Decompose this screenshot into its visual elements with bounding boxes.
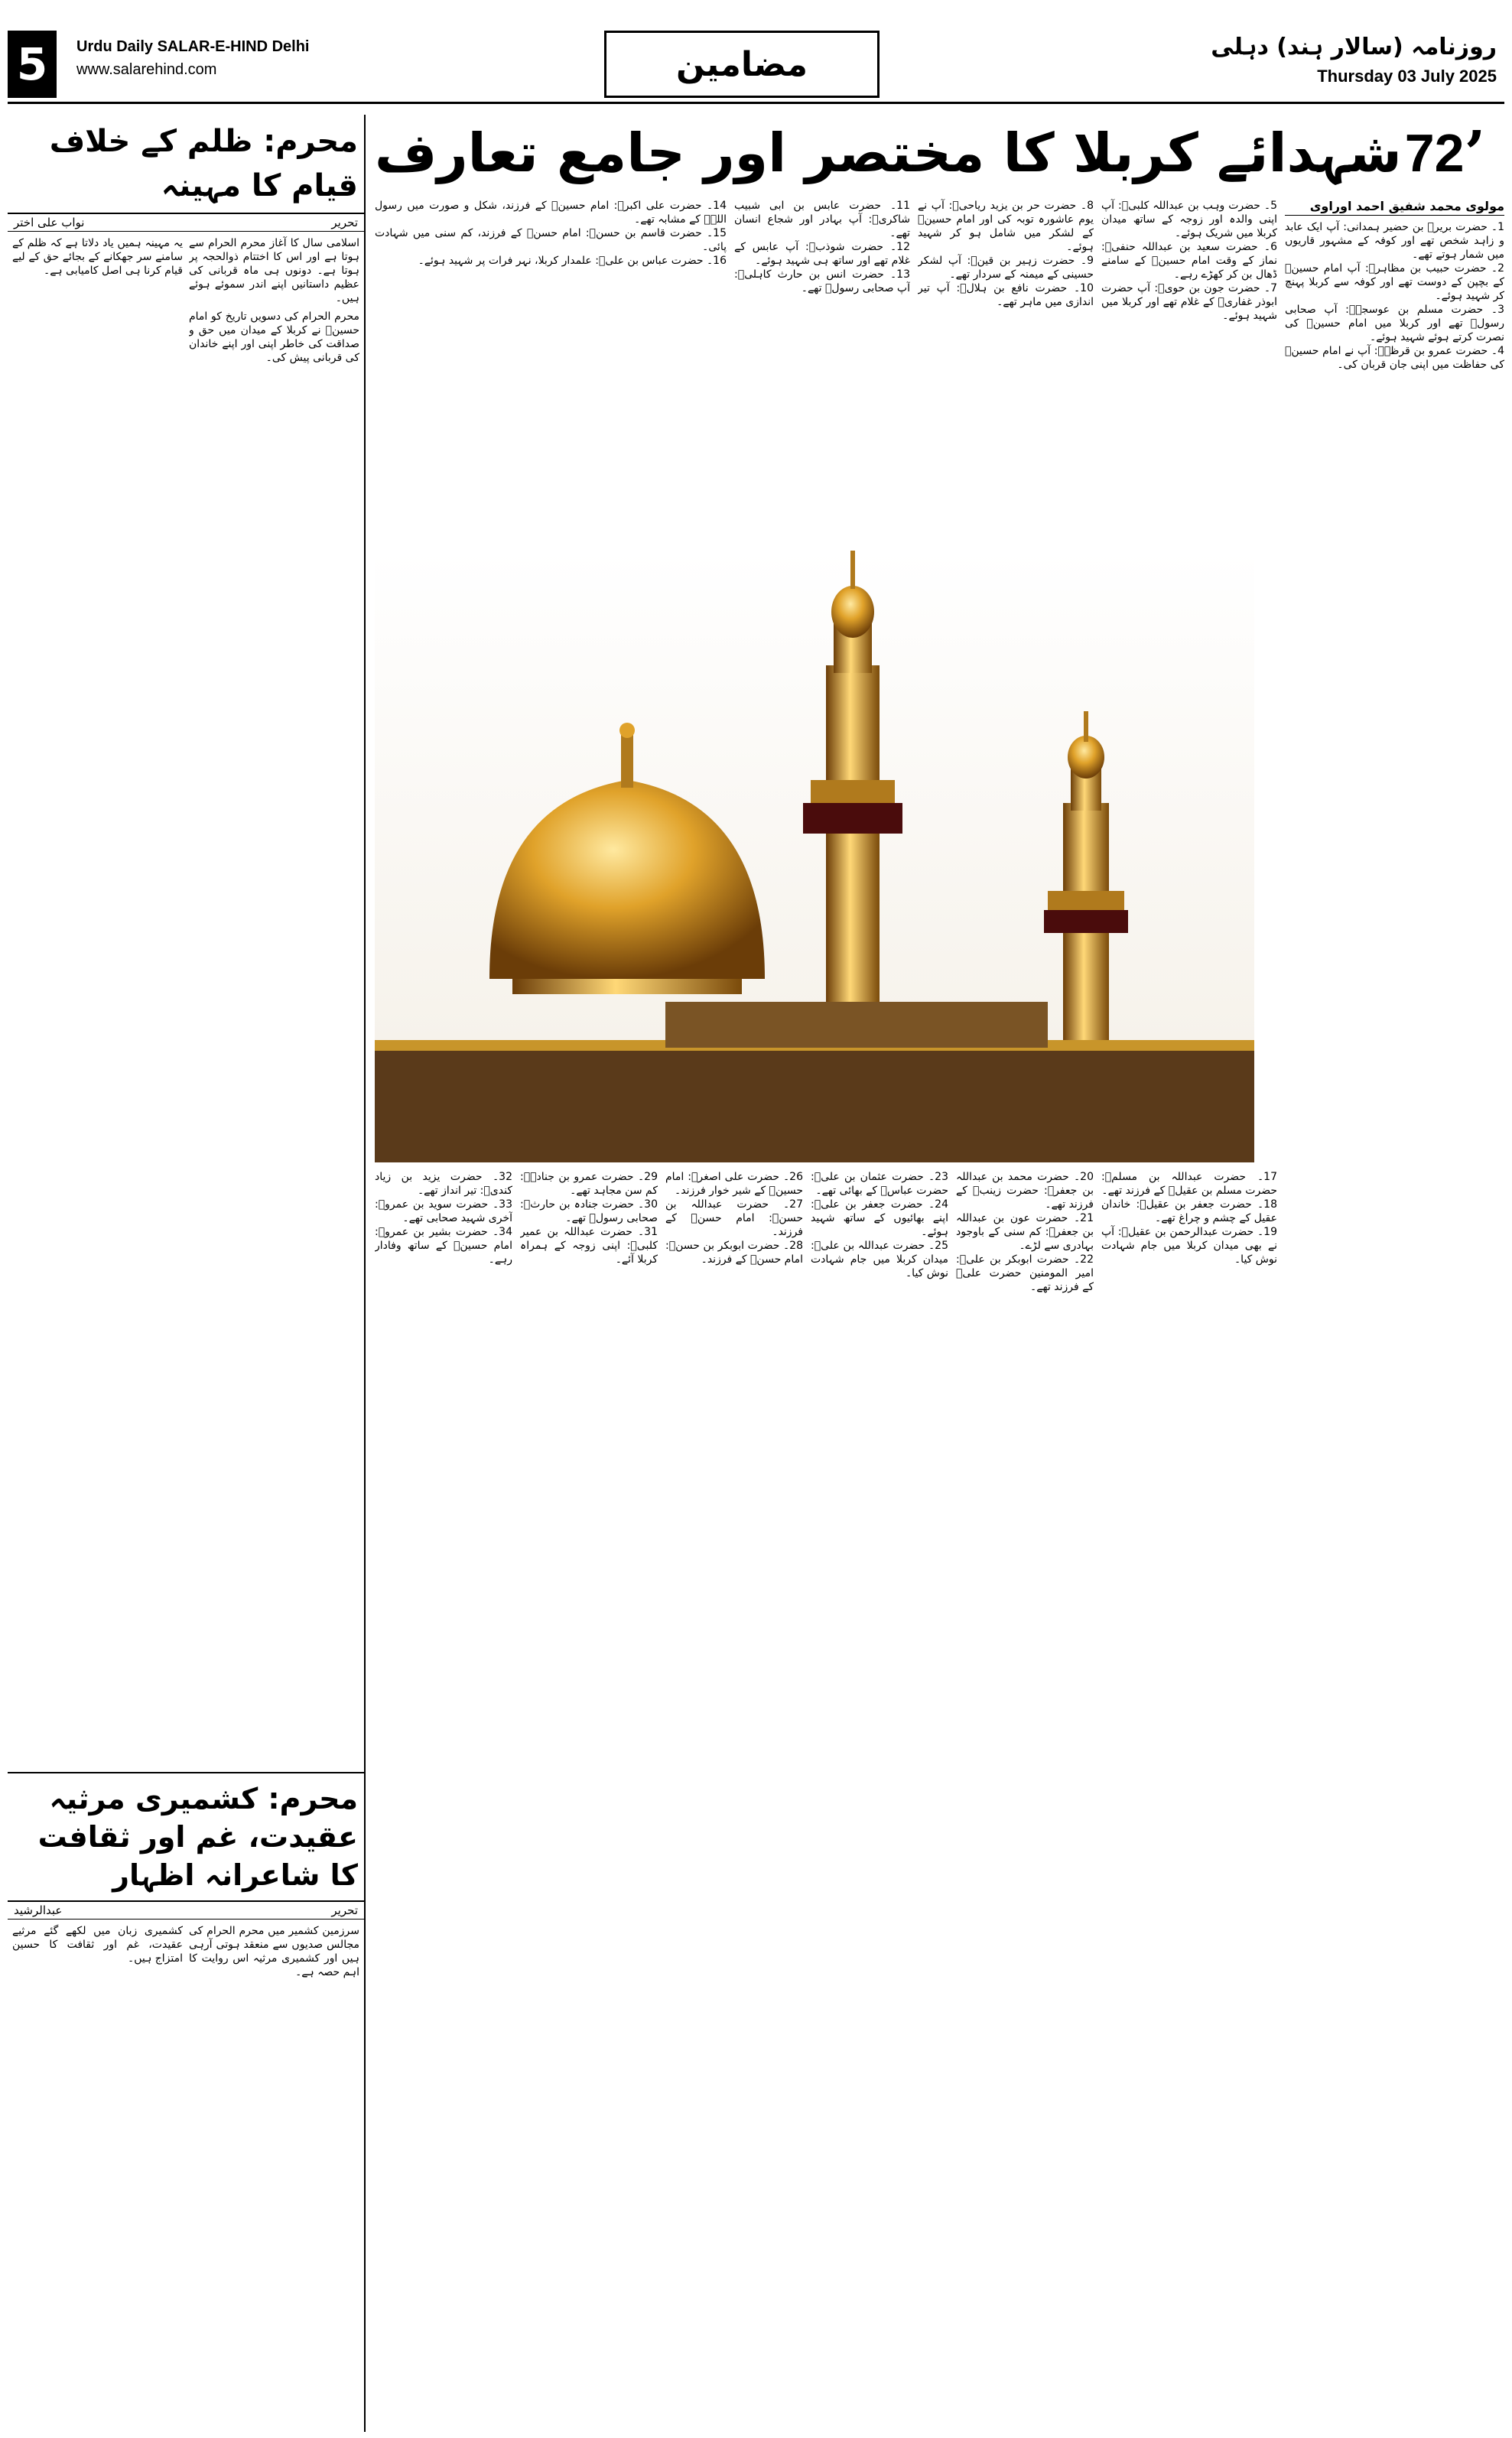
main-paragraph: 28۔ حضرت ابوبکر بن حسنؓ: امام حسنؓ کے فرزند۔: [665, 1240, 803, 1266]
website-link[interactable]: www.salarehind.com: [76, 61, 217, 78]
article1-paragraph: یہ مہینہ ہمیں یاد دلاتا ہے کہ ظلم کے سامنے سر جھکانے کے بجائے حق کے لیے قیام کرنا ہی اصل کامیابی ہے۔: [12, 237, 183, 277]
paper-info-urdu: [1211, 34, 1497, 86]
article2-paragraph: سرزمین کشمیر میں محرم الحرام کی مجالس صدیوں سے منعقد ہوتی آرہی ہیں اور کشمیری مرثیہ اس روایت کا اہم حصہ ہے۔: [189, 1925, 359, 1978]
main-paragraph: 22۔ حضرت ابوبکر بن علیؓ: امیر المومنین حضرت علیؓ کے فرزند تھے۔: [956, 1253, 1094, 1293]
page-number: 5: [8, 31, 57, 98]
main-paragraph: 23۔ حضرت عثمان بن علیؓ: حضرت عباسؓ کے بھائی تھے۔: [811, 1171, 948, 1197]
main-paragraph: 11۔ حضرت عابس بن ابی شبیب شاکریؓ: آپ بہادر اور شجاع انسان تھے۔: [734, 200, 910, 239]
article1-byline-label: تحریر: [331, 216, 358, 229]
main-column-9: [665, 1170, 803, 2424]
paper-info-en: [76, 35, 309, 81]
main-column-3: [918, 199, 1094, 459]
shrine-photo: [375, 551, 1254, 1162]
article2-headline: محرم: کشمیری مرثیہ عقیدت، غم اور ثقافت کا شاعرانہ اظہار: [37, 1782, 358, 1892]
article2-byline-label: تحریر: [331, 1903, 358, 1917]
main-paragraph: 25۔ حضرت عبداللہ بن علیؓ: میدان کربلا میں جام شہادت نوش کیا۔: [811, 1240, 948, 1279]
main-paragraph: 29۔ حضرت عمرو بن جنادہؓ: کم سن مجاہد تھے۔: [520, 1171, 658, 1197]
paper-name-en: Urdu Daily SALAR-E-HIND Delhi: [76, 38, 310, 55]
sidebar: [8, 115, 366, 2432]
main-author: مولوی محمد شفیق احمد اوراوی: [1285, 199, 1504, 216]
main-paragraph: 18۔ حضرت جعفر بن عقیلؓ: خاندان عقیل کے چشم و چراغ تھے۔: [1101, 1198, 1277, 1224]
main-paragraph: 19۔ حضرت عبدالرحمن بن عقیلؓ: آپ نے بھی میدان کربلا میں جام شہادت نوش کیا۔: [1101, 1226, 1277, 1266]
main-paragraph: 1۔ حضرت بریرؓ بن حضیر ہمدانی: آپ ایک عابد و زاہد شخص تھے اور کوفہ کے مشہور قاریوں میں شمار ہوتے تھے۔: [1285, 221, 1504, 261]
main-columns: [375, 199, 1504, 2432]
article1-header: [8, 115, 364, 214]
headline-number: 72: [1404, 123, 1465, 183]
main-paragraph: 30۔ حضرت جنادہ بن حارثؓ: صحابی رسولؐ تھے۔: [520, 1198, 658, 1224]
main-column-6: [1101, 1170, 1277, 2424]
main-column-1: [1285, 199, 1504, 2424]
main-paragraph: 26۔ حضرت علی اصغرؓ: امام حسینؓ کے شیر خوار فرزند۔: [665, 1171, 803, 1197]
main-paragraph: 14۔ حضرت علی اکبرؓ: امام حسینؓ کے فرزند، شکل و صورت میں رسول اللہؐ کے مشابہ تھے۔: [375, 200, 727, 226]
main-paragraph: 13۔ حضرت انس بن حارث کاہلیؓ: آپ صحابی رسولؐ تھے۔: [734, 268, 910, 294]
main-article: [375, 115, 1504, 2432]
main-paragraph: 7۔ حضرت جون بن حویؓ: آپ حضرت ابوذر غفاریؓ کے غلام تھے اور کربلا میں شہید ہوئے۔: [1101, 282, 1277, 322]
main-paragraph: 2۔ حضرت حبیب بن مظاہرؓ: آپ امام حسینؓ کے بچپن کے دوست تھے اور کوفہ سے کربلا پہنچ کر شہید ہوئے۔: [1285, 262, 1504, 302]
headline-text: شہدائے کربلا کا مختصر اور جامع تعارف: [375, 122, 1402, 184]
main-column-8: [811, 1170, 948, 2424]
article2-author: عبدالرشید: [14, 1903, 63, 1917]
main-paragraph: 9۔ حضرت زہیر بن قینؓ: آپ لشکر حسینی کے میمنہ کے سردار تھے۔: [918, 255, 1094, 281]
main-column-5: [375, 199, 727, 459]
main-column-10: [520, 1170, 658, 2424]
main-paragraph: 32۔ حضرت یزید بن زیاد کندیؓ: تیر انداز تھے۔: [375, 1171, 512, 1197]
main-paragraph: 10۔ حضرت نافع بن ہلالؓ: آپ تیر اندازی میں ماہر تھے۔: [918, 282, 1094, 308]
article1-paragraph: محرم الحرام کی دسویں تاریخ کو امام حسینؓ نے کربلا کے میدان میں حق و صداقت کی خاطر اپنی اور اپنے خاندان کی قربانی پیش کی۔: [189, 310, 359, 364]
main-paragraph: 31۔ حضرت عبداللہ بن عمیر کلبیؓ: اپنی زوجہ کے ہمراہ کربلا آئے۔: [520, 1226, 658, 1266]
main-paragraph: 34۔ حضرت بشیر بن عمروؓ: امام حسینؓ کے ساتھ وفادار رہے۔: [375, 1226, 512, 1266]
main-paragraph: 3۔ حضرت مسلم بن عوسجہؓ: آپ صحابی رسولؐ تھے اور کربلا میں امام حسینؓ کی نصرت کرتے ہوئے شہید ہوئے۔: [1285, 304, 1504, 343]
article1-column-right: [189, 236, 359, 1764]
main-paragraph: 21۔ حضرت عون بن عبداللہ بن جعفرؓ: کم سنی کے باوجود بہادری سے لڑے۔: [956, 1212, 1094, 1252]
article2-body: [8, 1920, 364, 2438]
article1-column-left: [12, 236, 183, 1764]
masthead: [8, 31, 1504, 104]
shrine-illustration: [375, 551, 1254, 1162]
main-paragraph: 8۔ حضرت حر بن یزید ریاحیؓ: آپ نے یوم عاشورہ توبہ کی اور امام حسینؓ کے لشکر میں شامل ہو کر شہید ہوئے۔: [918, 200, 1094, 253]
main-column-7: [956, 1170, 1094, 2424]
main-column-4: [734, 199, 910, 459]
issue-date: Thursday 03 July 2025: [1317, 67, 1497, 86]
main-paragraph: 12۔ حضرت شوذبؓ: آپ عابس کے غلام تھے اور ساتھ ہی شہید ہوئے۔: [734, 241, 910, 267]
headline-quote-mark: ’: [1464, 117, 1486, 189]
article1-body: [8, 232, 364, 1769]
main-column-2: [1101, 199, 1277, 558]
article2-paragraph: کشمیری زبان میں لکھے گئے مرثیے عقیدت، غم اور ثقافت کا حسین امتزاج ہیں۔: [12, 1925, 183, 1965]
main-headline: [375, 115, 1504, 191]
section-title: مضامین: [604, 31, 880, 98]
article2-column-left: [12, 1924, 183, 2438]
main-paragraph: 24۔ حضرت جعفر بن علیؓ: اپنے بھائیوں کے ساتھ شہید ہوئے۔: [811, 1198, 948, 1238]
paper-name-urdu: روزنامہ (سالار ہند) دہلی: [1211, 34, 1497, 60]
main-paragraph: 15۔ حضرت قاسم بن حسنؓ: امام حسنؓ کے فرزند، کم سنی میں شہادت پائی۔: [375, 227, 727, 253]
article1-byline: [8, 214, 364, 232]
main-paragraph: 27۔ حضرت عبداللہ بن حسنؓ: امام حسنؓ کے فرزند۔: [665, 1198, 803, 1238]
article2-column-right: [189, 1924, 359, 2438]
main-paragraph: 17۔ حضرت عبداللہ بن مسلمؓ: حضرت مسلم بن عقیلؓ کے فرزند تھے۔: [1101, 1171, 1277, 1197]
article1-headline: محرم: ظلم کے خلاف قیام کا مہینہ: [49, 124, 358, 203]
article2-header: [8, 1772, 364, 1902]
main-paragraph: 16۔ حضرت عباس بن علیؓ: علمدار کربلا، نہر فرات پر شہید ہوئے۔: [418, 255, 727, 267]
main-paragraph: 20۔ حضرت محمد بن عبداللہ بن جعفرؓ: حضرت زینبؓ کے فرزند تھے۔: [956, 1171, 1094, 1211]
main-paragraph: 4۔ حضرت عمرو بن قرظہؓ: آپ نے امام حسینؓ کی حفاظت میں اپنی جان قربان کی۔: [1285, 345, 1504, 371]
main-column-11: [375, 1170, 512, 2424]
main-paragraph: 33۔ حضرت سوید بن عمروؓ: آخری شہید صحابی تھے۔: [375, 1198, 512, 1224]
article1-paragraph: اسلامی سال کا آغاز محرم الحرام سے ہوتا ہے اور اس کا اختتام ذوالحجہ پر ہوتا ہے۔ دونوں ہی ماہ قربانی کی عظیم داستانیں اپنے اندر سموئے ہوئے ہیں۔: [189, 237, 359, 304]
main-paragraph: 5۔ حضرت وہب بن عبداللہ کلبیؓ: آپ اپنی والدہ اور زوجہ کے ساتھ میدان کربلا میں شریک ہوئے۔: [1101, 200, 1277, 239]
main-paragraph: 6۔ حضرت سعید بن عبداللہ حنفیؓ: نماز کے وقت امام حسینؓ کے سامنے ڈھال بن کر کھڑے رہے۔: [1101, 241, 1277, 281]
article1-author: نواب علی اختر: [14, 216, 85, 229]
article2-byline: [8, 1902, 364, 1920]
